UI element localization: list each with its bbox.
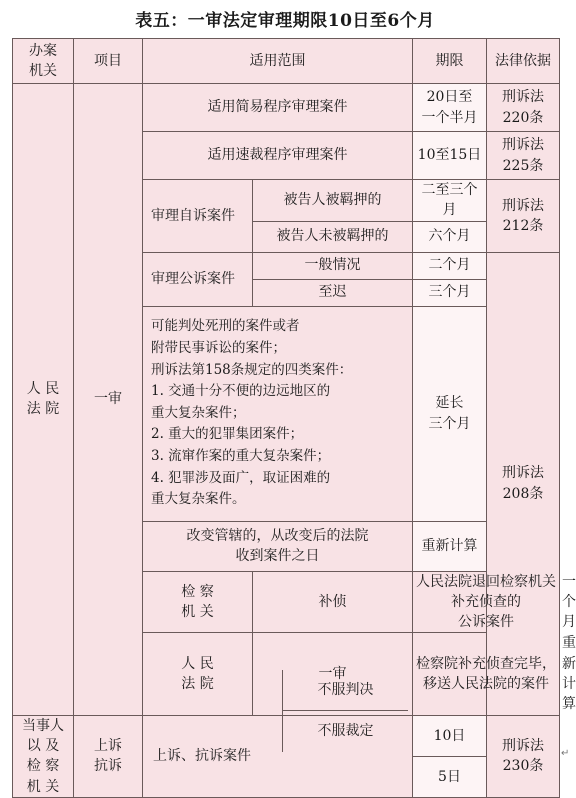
scope-speedy: 适用速裁程序审理案件 <box>143 132 413 180</box>
private-detained: 被告人被羁押的 <box>253 180 413 222</box>
basis-simple: 刑诉法 220条 <box>487 84 560 132</box>
scope-public: 审理公诉案件 <box>143 252 253 306</box>
extend-line: 1. 交通十分不便的边远地区的 <box>151 383 331 400</box>
period-appeal-judgment: 10日 <box>413 715 487 756</box>
period-public-latest: 三个月 <box>413 279 487 306</box>
period-extend: 延长 三个月 <box>413 306 487 521</box>
basis-appeal: 刑诉法 230条 <box>487 715 560 797</box>
header-item: 项目 <box>74 39 143 84</box>
extend-line: 附带民事诉讼的案件； <box>151 340 286 357</box>
legal-period-table: 办案 机关 项目 适用范围 期限 法律依据 人 民 法 院 一审 适用简易程序审理案件 20日至 一个半月 刑诉法 220条 适用速裁程序审理案件 10至15日 刑诉法 225条 审理自诉案件 被告人被羁押的 二至三个月 刑诉法 212条 被告人未被羁押的 六个月 审理公诉案件 一般情况 二个月 刑诉法 208条 至迟 三个月 可能判处死刑的案件或者 附带民事诉讼的案件； 刑诉法第158条规定的四类案件： 1. 交通十分不便的边远地区的 重大复杂案件； 2. 重大的犯罪集团案件； 3. 流窜作案的重大复杂案件； 4. 犯罪涉及面广，取证困难的 重大复杂案件。 延长 三个月 改变管辖的，从改变后的法院 收到案件之日 重新计算 检 察 机 关 补侦 人民法院退回检察机关补充侦查的 公诉案件 一个月 人 民 法 院 一审 检察院补充侦查完毕， 移送人民法院的案件 重新计算 当事人 以 及 检 察 机 关 上诉 抗诉 上诉、抗诉案件 10日 刑诉法 230条 5日 <box>12 38 560 798</box>
period-change: 重新计算 <box>413 521 487 571</box>
scope-private: 审理自诉案件 <box>143 180 253 253</box>
header-basis: 法律依据 <box>487 39 560 84</box>
item-appeal: 上诉 抗诉 <box>74 715 143 797</box>
basis-private: 刑诉法 212条 <box>487 180 560 253</box>
period-simple: 20日至 一个半月 <box>413 84 487 132</box>
public-normal: 一般情况 <box>253 252 413 279</box>
organ-court: 人 民 法 院 <box>13 84 74 716</box>
header-scope: 适用范围 <box>143 39 413 84</box>
appeal-judgment-label: 不服判决 <box>283 670 408 711</box>
item-first-instance-again: 一审 <box>253 633 413 715</box>
private-not-detained: 被告人未被羁押的 <box>253 221 413 252</box>
scope-simple: 适用简易程序审理案件 <box>143 84 413 132</box>
period-public-normal: 二个月 <box>413 252 487 279</box>
period-speedy: 10至15日 <box>413 132 487 180</box>
period-private-not-detained: 六个月 <box>413 221 487 252</box>
extend-line: 重大复杂案件。 <box>151 491 246 508</box>
extend-line: 刑诉法第158条规定的四类案件： <box>151 361 353 378</box>
organ-court-again: 人 民 法 院 <box>143 633 253 715</box>
item-supplementary: 补侦 <box>253 571 413 633</box>
appeal-ruling-label: 不服裁定 <box>317 723 374 739</box>
table-title: 表五：一审法定审理期限10日至6个月 <box>135 11 435 31</box>
period-private-detained: 二至三个月 <box>413 180 487 222</box>
scope-extend <box>143 306 413 521</box>
header-organ: 办案 机关 <box>13 39 74 84</box>
return-mark-icon: ↵ <box>561 748 570 759</box>
public-latest: 至迟 <box>253 279 413 306</box>
organ-procuratorate: 检 察 机 关 <box>143 571 253 633</box>
appeal-subdivision <box>282 670 408 752</box>
scope-court-again: 检察院补充侦查完毕， 移送人民法院的案件 <box>413 633 560 715</box>
basis-speedy: 刑诉法 225条 <box>487 132 560 180</box>
scope-procuratorate: 人民法院退回检察机关补充侦查的 公诉案件 <box>413 571 560 633</box>
item-first-instance: 一审 <box>74 84 143 716</box>
period-appeal-ruling: 5日 <box>413 756 487 797</box>
extend-line: 重大复杂案件； <box>151 404 246 421</box>
extend-line: 4. 犯罪涉及面广，取证困难的 <box>151 469 331 486</box>
extend-line: 3. 流窜作案的重大复杂案件； <box>151 447 331 464</box>
extend-line: 可能判处死刑的案件或者 <box>151 318 300 335</box>
basis-public: 刑诉法 208条 <box>487 252 560 715</box>
organ-appeal: 当事人 以 及 检 察 机 关 <box>13 715 74 797</box>
extend-line: 2. 重大的犯罪集团案件； <box>151 426 304 443</box>
scope-change: 改变管辖的，从改变后的法院 收到案件之日 <box>143 521 413 571</box>
scope-appeal-label: 上诉、抗诉案件 <box>153 748 251 765</box>
header-period: 期限 <box>413 39 487 84</box>
